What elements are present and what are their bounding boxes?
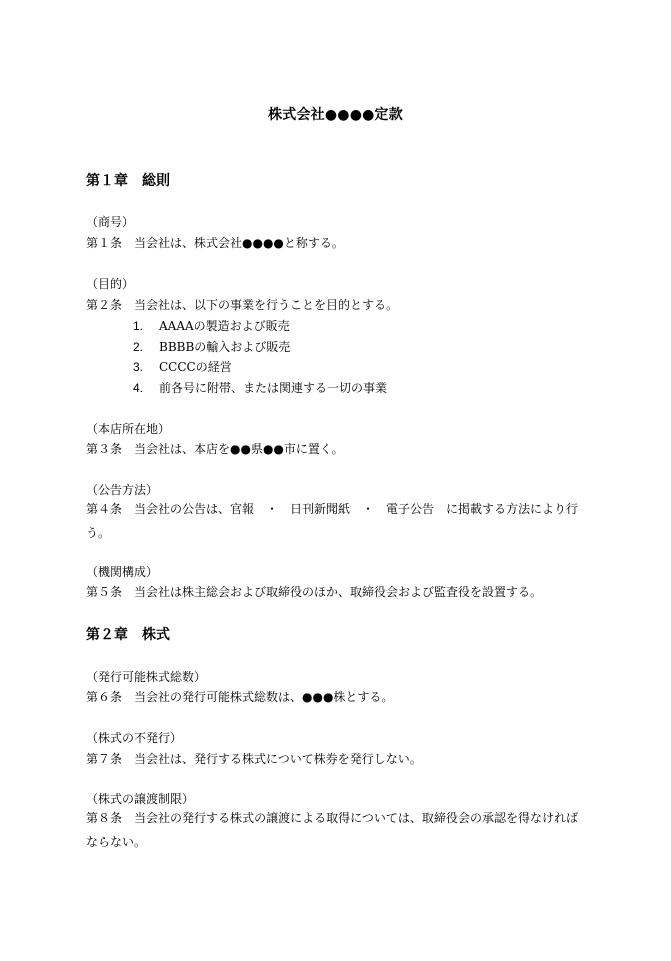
list-item [133,338,290,356]
chapter-heading: 第１章 総則 [86,173,170,189]
article-number: 第６条 [86,690,123,704]
list-item [133,358,232,376]
article-number: 第７条 [86,752,123,766]
list-item-text: 前各号に附帯、または関連する一切の事業 [159,381,388,395]
article-caption: （機関構成） [86,565,159,579]
article-caption: （株式の不発行） [86,731,183,745]
list-item-text: AAAAの製造および販売 [159,319,290,333]
article-body [86,440,344,458]
article-number: 第２条 [86,298,123,312]
article-caption: （株式の譲渡制限） [86,792,195,806]
article-text: 当会社の発行可能株式総数は、●●●株とする。 [134,690,394,704]
list-item-number: 2. [133,340,144,354]
article-text: 当会社は、発行する株式について株券を発行しない。 [134,752,422,766]
article-caption: （発行可能株式総数） [86,670,207,684]
article-number: 第３条 [86,442,123,456]
article-number: 第４条 [86,502,123,516]
article-text: 当会社は、以下の事業を行うことを目的とする。 [134,298,399,312]
article-caption: （公告方法） [86,483,159,497]
article-body [86,583,542,601]
article-number: 第５条 [86,585,123,599]
article-body [86,497,578,545]
article-body [86,234,344,252]
list-item-number: 4. [133,381,144,395]
article-caption: （本店所在地） [86,422,171,436]
article-body [86,688,393,706]
list-item [133,379,387,397]
article-body [86,296,398,314]
document-title: 株式会社●●●●定款 [268,107,403,123]
list-item-text: BBBBの輸入および販売 [159,340,291,354]
list-item [133,317,290,335]
article-text: 当会社は、株式会社●●●●と称する。 [134,236,344,250]
article-text: 当会社は株主総会および取締役のほか、取締役会および監査役を設置する。 [134,585,543,599]
article-text: 当会社の公告は、官報 ・ 日刊新聞紙 ・ 電子公告 に掲載する方法により行う。 [86,502,579,540]
article-number: 第１条 [86,236,123,250]
article-caption: （商号） [86,215,135,229]
article-caption: （目的） [86,277,135,291]
list-item-text: CCCCの経営 [159,360,232,374]
list-item-number: 3. [133,360,144,374]
article-body [86,750,422,768]
article-body [86,806,578,854]
article-number: 第８条 [86,811,123,825]
chapter-heading: 第２章 株式 [86,627,170,643]
article-text: 当会社は、本店を●●県●●市に置く。 [134,442,344,456]
list-item-number: 1. [133,319,144,333]
article-text: 当会社の発行する株式の譲渡による取得については、取締役会の承認を得なければならない。 [86,811,578,849]
